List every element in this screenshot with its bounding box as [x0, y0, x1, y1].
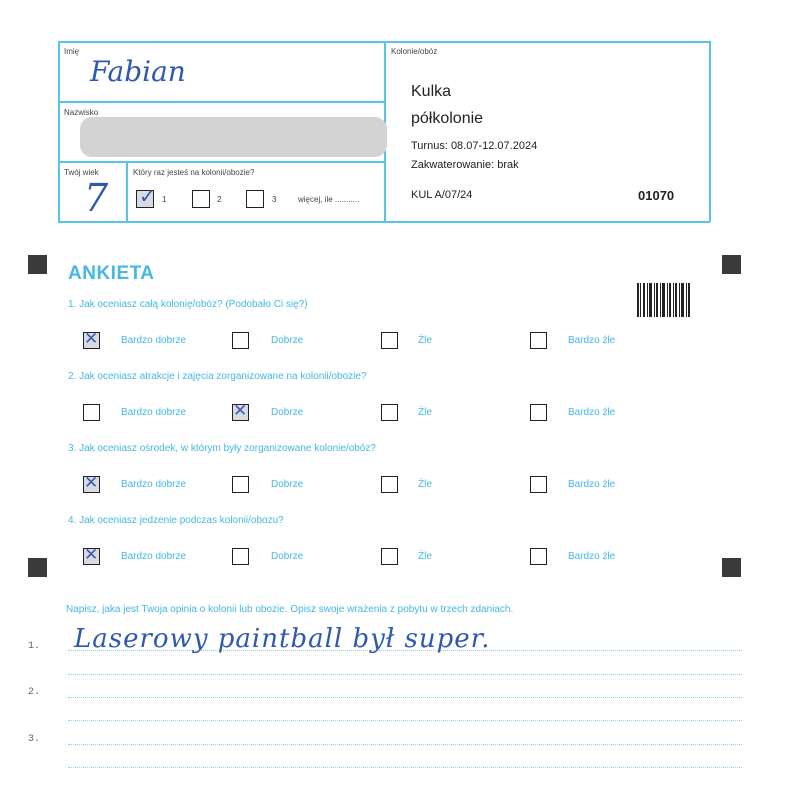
- question-3-text: 3. Jak oceniasz ośrodek, w którym były zorganizowane kolonie/obóz?: [68, 443, 376, 454]
- answer-line: [68, 697, 742, 698]
- question-3-option-label: Dobrze: [271, 479, 304, 490]
- camp-label: Kolonie/obóz: [391, 47, 438, 56]
- age-value: 7: [84, 176, 109, 220]
- question-4-checkbox-2[interactable]: [232, 548, 249, 565]
- registration-mark: [722, 558, 741, 577]
- question-4-option-label: Dobrze: [271, 551, 304, 562]
- survey-title: ANKIETA: [68, 263, 155, 284]
- question-4-option-label: Źle: [418, 551, 432, 562]
- question-1-checkbox-4[interactable]: [530, 332, 547, 349]
- question-1-checkbox-1[interactable]: [83, 332, 100, 349]
- turnus: Turnus: 08.07-12.07.2024: [411, 140, 538, 152]
- line-number-1: 1.: [28, 641, 41, 652]
- question-4-checkbox-4[interactable]: [530, 548, 547, 565]
- question-3-option-label: Bardzo źle: [568, 479, 616, 490]
- question-2-checkbox-2[interactable]: [232, 404, 249, 421]
- question-3-option-label: Źle: [418, 479, 432, 490]
- barcode-icon: [637, 283, 691, 317]
- last-name-label: Nazwisko: [64, 108, 99, 117]
- camp-code: KUL A/07/24: [411, 189, 473, 201]
- attendance-option-1: 1: [162, 195, 167, 204]
- attendance-checkbox-1[interactable]: ✓: [136, 190, 154, 208]
- opinion-prompt: Napisz, jaka jest Twoja opinia o kolonii lub obozie. Opisz swoje wrażenia z pobytu w trzech zdaniach.: [66, 604, 514, 615]
- opinion-line-1: Laserowy paintball był super.: [74, 624, 491, 654]
- form-number: 01070: [638, 188, 675, 203]
- attendance-option-2: 2: [217, 195, 222, 204]
- question-4-option-label: Bardzo źle: [568, 551, 616, 562]
- question-2-text: 2. Jak oceniasz atrakcje i zajęcia zorganizowane na kolonii/obozie?: [68, 371, 367, 382]
- answer-line: [68, 767, 742, 768]
- question-3-checkbox-3[interactable]: [381, 476, 398, 493]
- answer-line: [68, 744, 742, 745]
- question-1-option-label: Dobrze: [271, 335, 304, 346]
- question-1-checkbox-2[interactable]: [232, 332, 249, 349]
- attendance-label: Który raz jesteś na kolonii/obozie?: [133, 168, 255, 177]
- question-3-checkbox-4[interactable]: [530, 476, 547, 493]
- redacted-last-name: [80, 117, 387, 157]
- question-2-checkbox-1[interactable]: [83, 404, 100, 421]
- first-name-value: Fabian: [90, 55, 186, 88]
- answer-line: [68, 674, 742, 675]
- camp-name: Kulka: [411, 83, 452, 100]
- attendance-checkbox-3[interactable]: [246, 190, 264, 208]
- line-number-2: 2.: [28, 687, 41, 698]
- question-4-checkbox-1[interactable]: [83, 548, 100, 565]
- question-2-option-label: Bardzo dobrze: [121, 407, 187, 418]
- question-4-text: 4. Jak oceniasz jedzenie podczas kolonii/obozu?: [68, 515, 284, 526]
- question-4-checkbox-3[interactable]: [381, 548, 398, 565]
- answer-line: [68, 720, 742, 721]
- question-1-checkbox-3[interactable]: [381, 332, 398, 349]
- question-1-option-label: Źle: [418, 335, 432, 346]
- camp-type: półkolonie: [411, 110, 484, 127]
- question-3-checkbox-2[interactable]: [232, 476, 249, 493]
- line-number-3: 3.: [28, 734, 41, 745]
- question-4-option-label: Bardzo dobrze: [121, 551, 187, 562]
- question-2-option-label: Bardzo źle: [568, 407, 616, 418]
- first-name-label: Imię: [64, 47, 80, 56]
- registration-mark: [722, 255, 741, 274]
- question-2-checkbox-3[interactable]: [381, 404, 398, 421]
- question-3-option-label: Bardzo dobrze: [121, 479, 187, 490]
- question-2-option-label: Źle: [418, 407, 432, 418]
- registration-mark: [28, 558, 47, 577]
- age-label: Twój wiek: [64, 168, 99, 177]
- question-3-checkbox-1[interactable]: [83, 476, 100, 493]
- attendance-option-more: więcej, ile ...........: [298, 195, 360, 204]
- question-2-option-label: Dobrze: [271, 407, 304, 418]
- accommodation: Zakwaterowanie: brak: [411, 159, 519, 171]
- question-1-option-label: Bardzo źle: [568, 335, 616, 346]
- question-2-checkbox-4[interactable]: [530, 404, 547, 421]
- registration-mark: [28, 255, 47, 274]
- attendance-option-3: 3: [272, 195, 277, 204]
- question-1-option-label: Bardzo dobrze: [121, 335, 187, 346]
- attendance-checkbox-2[interactable]: [192, 190, 210, 208]
- question-1-text: 1. Jak oceniasz całą kolonię/obóz? (Podobało Ci się?): [68, 299, 308, 310]
